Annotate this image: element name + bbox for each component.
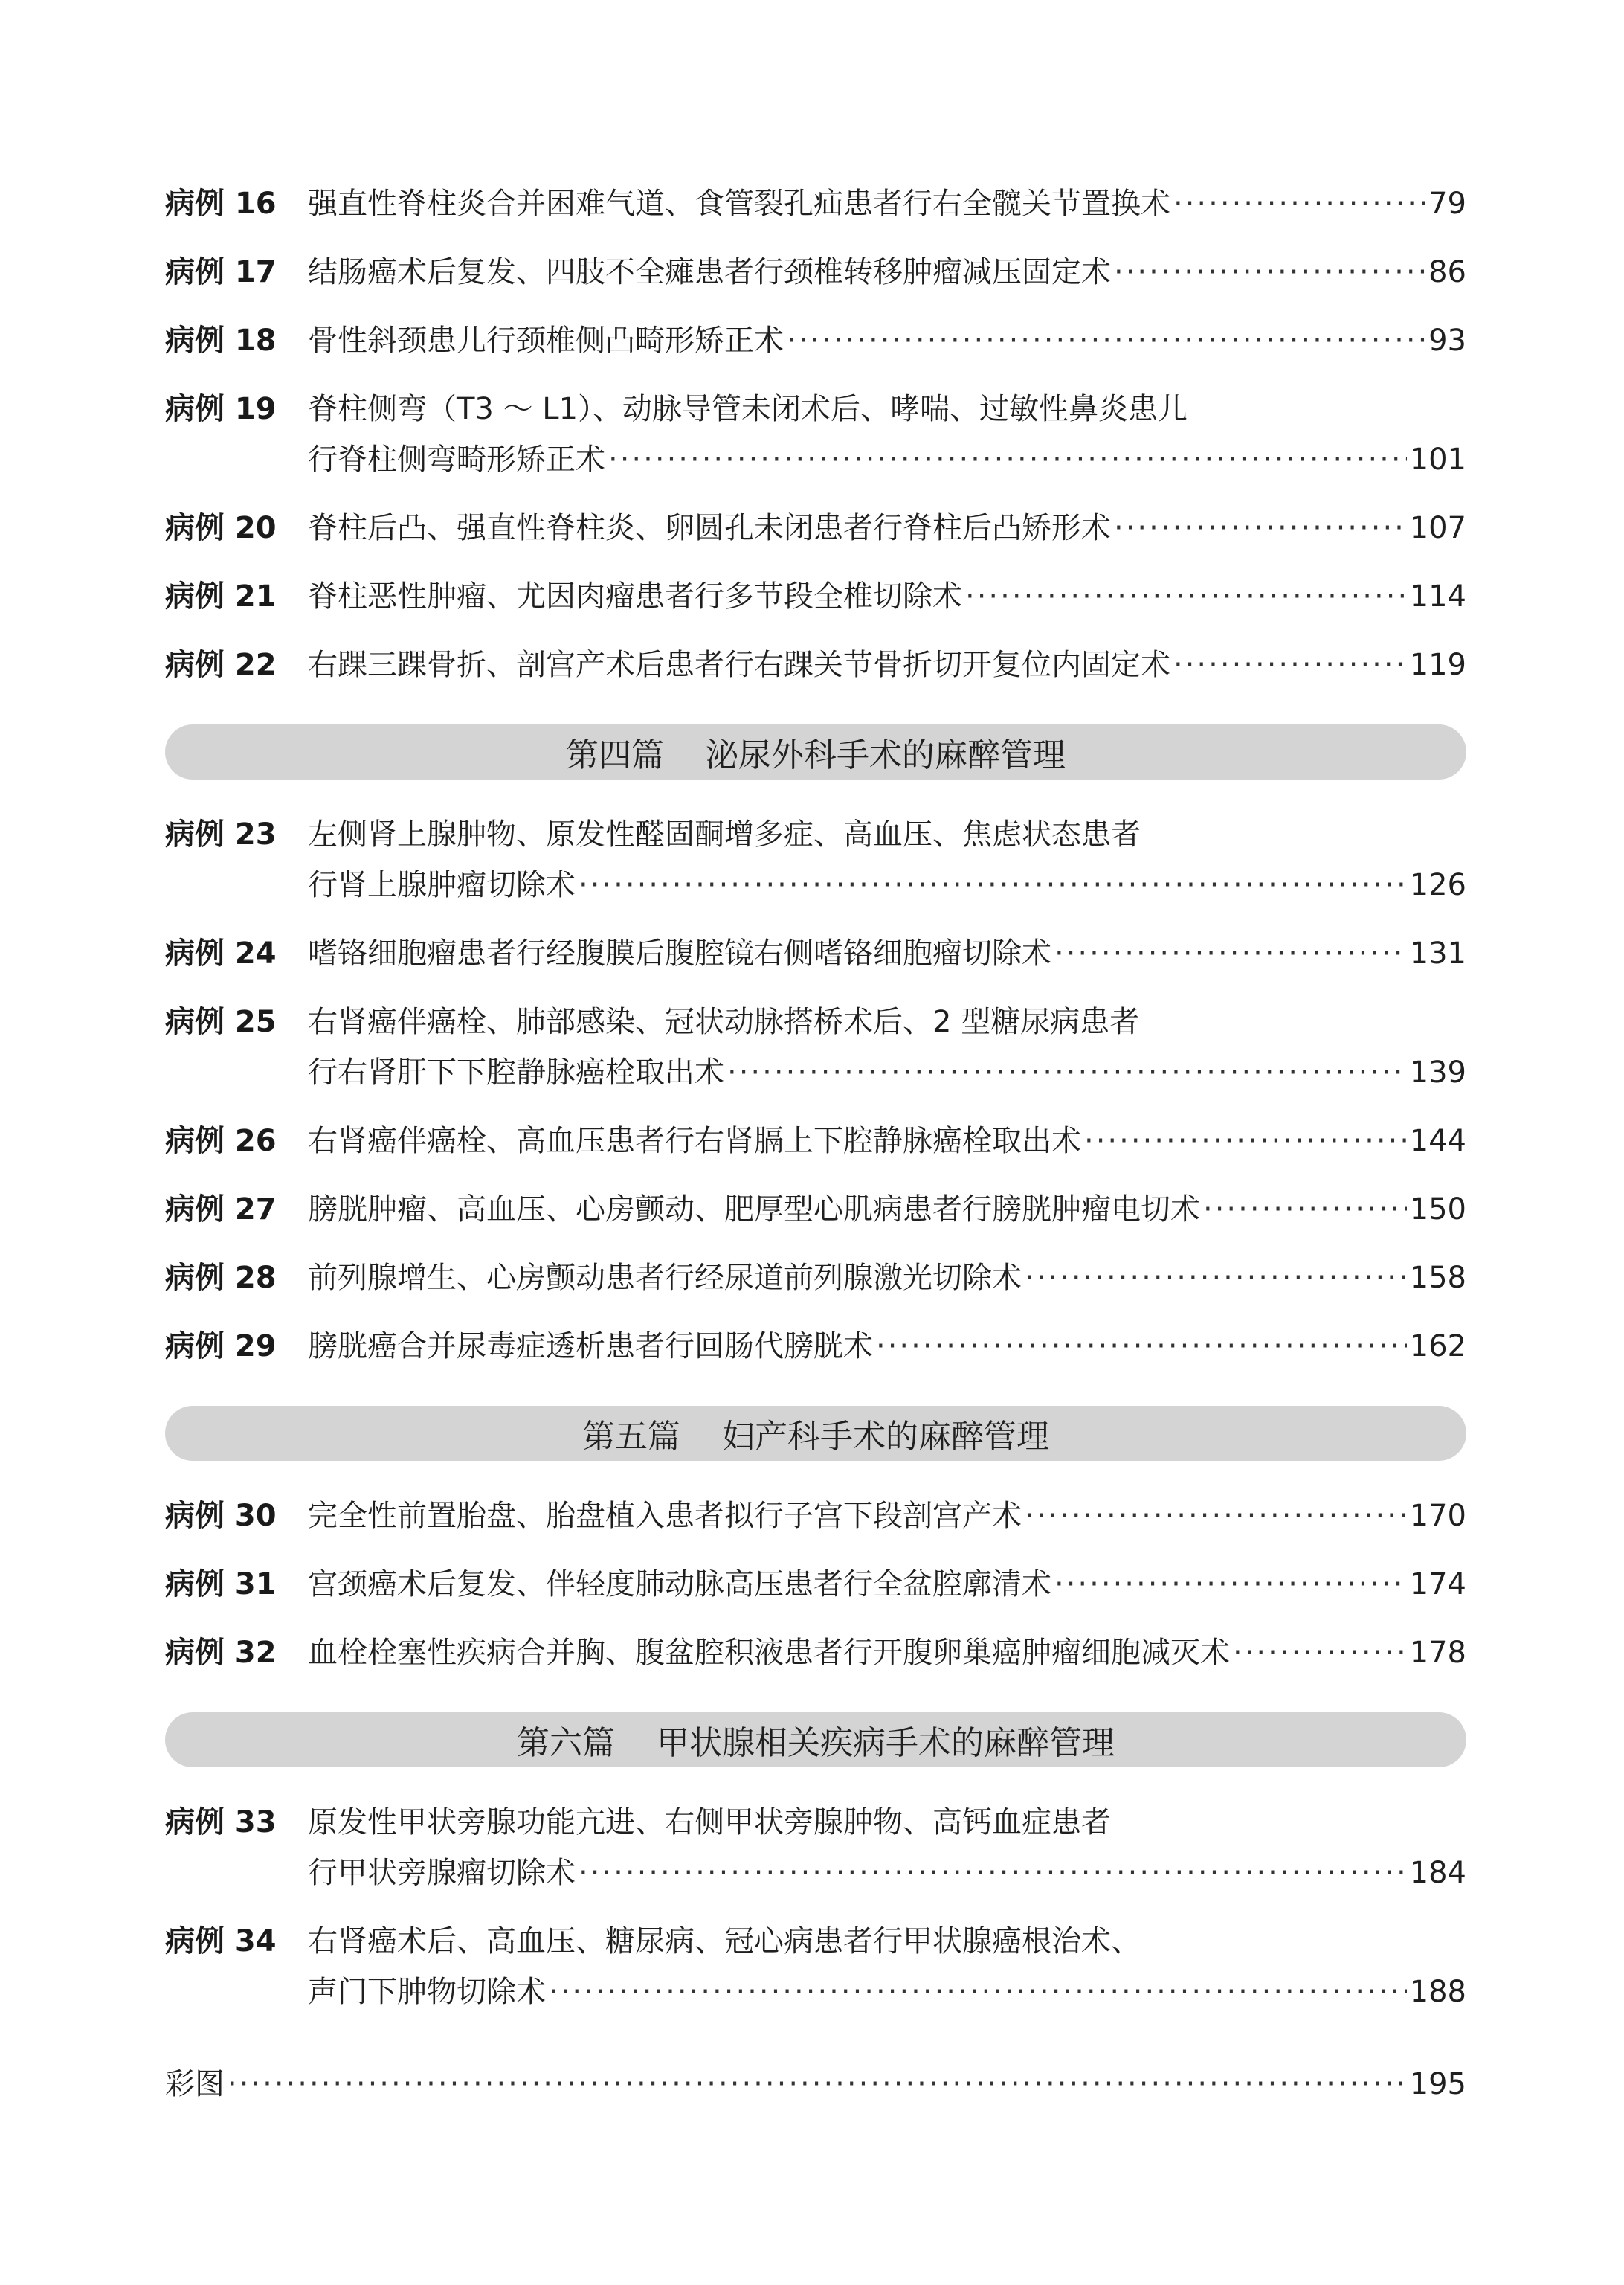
case-label: 病例 21 xyxy=(165,579,277,614)
entry-title: 膀胱肿瘤、高血压、心房颤动、肥厚型心肌病患者行膀胱肿瘤电切术 xyxy=(308,1192,1200,1227)
entry-body xyxy=(308,384,1466,485)
dot-leader xyxy=(1173,640,1407,690)
toc-entry[interactable] xyxy=(165,1184,1466,1235)
case-group xyxy=(165,1491,1466,1678)
entry-leader-row xyxy=(308,1848,1466,1898)
section-heading xyxy=(165,1712,1466,1767)
entry-body xyxy=(308,1627,1466,1678)
case-label: 病例 24 xyxy=(165,936,277,971)
case-label: 病例 19 xyxy=(165,392,277,426)
entry-body xyxy=(308,1559,1466,1610)
case-label: 病例 20 xyxy=(165,511,277,545)
toc-entry[interactable] xyxy=(165,1321,1466,1372)
entry-leader-row xyxy=(308,1253,1466,1303)
entry-leader-row xyxy=(308,247,1466,298)
page-number: 162 xyxy=(1409,1329,1466,1363)
page-number: 86 xyxy=(1428,255,1466,289)
case-label: 病例 17 xyxy=(165,255,277,289)
dot-leader xyxy=(1084,1116,1407,1166)
page-number: 119 xyxy=(1409,648,1466,682)
entry-body xyxy=(308,1916,1466,2017)
toc-entry[interactable] xyxy=(165,1116,1466,1166)
page-number: 184 xyxy=(1409,1856,1466,1890)
page-number: 114 xyxy=(1409,579,1466,614)
toc-entry[interactable] xyxy=(165,384,1466,485)
entry-title: 膀胱癌合并尿毒症透析患者行回肠代膀胱术 xyxy=(308,1329,873,1363)
toc-entry[interactable] xyxy=(165,928,1466,979)
dot-leader xyxy=(579,1848,1407,1898)
entry-title: 行肾上腺肿瘤切除术 xyxy=(308,868,576,902)
case-label: 病例 25 xyxy=(165,1005,277,1039)
entry-leader-row xyxy=(308,1184,1466,1235)
page-number: 144 xyxy=(1409,1124,1466,1158)
toc-entry[interactable] xyxy=(165,1797,1466,1898)
entry-body xyxy=(308,1797,1466,1898)
case-label: 病例 18 xyxy=(165,324,277,358)
page-number: 131 xyxy=(1409,936,1466,971)
entry-title: 右肾癌伴癌栓、高血压患者行右肾膈上下腔静脉癌栓取出术 xyxy=(308,1124,1081,1158)
toc-entry[interactable] xyxy=(165,315,1466,366)
entry-body xyxy=(308,928,1466,979)
case-label: 病例 33 xyxy=(165,1805,277,1839)
dot-leader xyxy=(727,1047,1407,1098)
section-heading xyxy=(165,724,1466,780)
entry-title: 前列腺增生、心房颤动患者行经尿道前列腺激光切除术 xyxy=(308,1261,1022,1295)
page-number: 178 xyxy=(1409,1636,1466,1670)
entry-leader-row xyxy=(308,434,1466,485)
entry-body xyxy=(308,1321,1466,1372)
entry-title: 完全性前置胎盘、胎盘植入患者拟行子宫下段剖宫产术 xyxy=(308,1499,1022,1533)
page-number: 126 xyxy=(1409,868,1466,902)
page-number: 158 xyxy=(1409,1261,1466,1295)
entry-leader-row xyxy=(308,315,1466,366)
page-number: 170 xyxy=(1409,1499,1466,1533)
toc-entry[interactable] xyxy=(165,1916,1466,2017)
entry-title: 声门下肿物切除术 xyxy=(308,1975,546,2009)
case-label: 病例 34 xyxy=(165,1924,277,1958)
toc-entry[interactable] xyxy=(165,640,1466,690)
entry-title: 结肠癌术后复发、四肢不全瘫患者行颈椎转移肿瘤减压固定术 xyxy=(308,255,1111,289)
page-number: 93 xyxy=(1428,324,1466,358)
case-label: 病例 28 xyxy=(165,1261,277,1295)
case-group xyxy=(165,179,1466,690)
case-label: 病例 29 xyxy=(165,1329,277,1363)
dot-leader xyxy=(549,1967,1407,2017)
back-matter-entry[interactable] xyxy=(165,2059,1466,2109)
entry-leader-row xyxy=(308,640,1466,690)
section-title: 妇产科手术的麻醉管理 xyxy=(722,1418,1049,1456)
entry-title: 血栓栓塞性疾病合并胸、腹盆腔积液患者行开腹卵巢癌肿瘤细胞减灭术 xyxy=(308,1636,1230,1670)
case-label: 病例 32 xyxy=(165,1636,277,1670)
entry-leader-row xyxy=(308,1116,1466,1166)
section-part-number: 第五篇 xyxy=(582,1418,680,1456)
dot-leader xyxy=(876,1321,1407,1372)
dot-leader xyxy=(1203,1184,1407,1235)
dot-leader xyxy=(1025,1253,1407,1303)
case-label: 病例 26 xyxy=(165,1124,277,1158)
case-label: 病例 23 xyxy=(165,817,277,852)
entry-title: 行右肾肝下下腔静脉癌栓取出术 xyxy=(308,1055,724,1090)
page-number: 188 xyxy=(1409,1975,1466,2009)
entry-title: 行甲状旁腺瘤切除术 xyxy=(308,1856,576,1890)
entry-title-line1: 脊柱侧弯（T3 ～ L1）、动脉导管未闭术后、哮喘、过敏性鼻炎患儿 xyxy=(308,392,1188,426)
page-number: 195 xyxy=(1409,2067,1466,2101)
page-number: 139 xyxy=(1409,1055,1466,1090)
toc-entry[interactable] xyxy=(165,1627,1466,1678)
section-heading xyxy=(165,1406,1466,1461)
dot-leader xyxy=(1173,179,1425,229)
dot-leader xyxy=(1233,1627,1407,1678)
case-group xyxy=(165,809,1466,1372)
entry-body xyxy=(308,997,1466,1098)
entry-body xyxy=(308,809,1466,910)
entry-leader-row xyxy=(308,571,1466,622)
dot-leader xyxy=(1114,503,1407,553)
entry-title: 强直性脊柱炎合并困难气道、食管裂孔疝患者行右全髋关节置换术 xyxy=(308,187,1170,221)
entry-leader-row xyxy=(308,1559,1466,1610)
section-title: 甲状腺相关疾病手术的麻醉管理 xyxy=(657,1724,1115,1762)
entry-title: 宫颈癌术后复发、伴轻度肺动脉高压患者行全盆腔廓清术 xyxy=(308,1567,1051,1601)
page-number: 150 xyxy=(1409,1192,1466,1227)
entry-leader-row xyxy=(308,928,1466,979)
entry-body xyxy=(308,640,1466,690)
case-group xyxy=(165,1797,1466,2017)
entry-body xyxy=(308,315,1466,366)
toc-entry[interactable] xyxy=(165,1491,1466,1541)
dot-leader xyxy=(579,860,1407,910)
table-of-contents xyxy=(165,179,1466,2109)
entry-leader-row xyxy=(308,1967,1466,2017)
entry-leader-row xyxy=(308,1491,1466,1541)
dot-leader xyxy=(1054,1559,1407,1610)
entry-title-line1: 左侧肾上腺肿物、原发性醛固酮增多症、高血压、焦虑状态患者 xyxy=(308,817,1141,852)
entry-title: 脊柱恶性肿瘤、尤因肉瘤患者行多节段全椎切除术 xyxy=(308,579,962,614)
section-title: 泌尿外科手术的麻醉管理 xyxy=(706,736,1066,774)
entry-body xyxy=(308,179,1466,229)
section-part-number: 第四篇 xyxy=(566,736,664,774)
dot-leader xyxy=(787,315,1425,366)
entry-title: 骨性斜颈患儿行颈椎侧凸畸形矫正术 xyxy=(308,324,784,358)
dot-leader xyxy=(1114,247,1425,298)
toc-entry[interactable] xyxy=(165,1253,1466,1303)
toc-entry[interactable] xyxy=(165,503,1466,553)
entry-leader-row xyxy=(308,1321,1466,1372)
entry-body xyxy=(308,1184,1466,1235)
entry-body xyxy=(308,571,1466,622)
dot-leader xyxy=(965,571,1407,622)
section-part-number: 第六篇 xyxy=(517,1724,615,1762)
case-label: 病例 30 xyxy=(165,1499,277,1533)
entry-title: 嗜铬细胞瘤患者行经腹膜后腹腔镜右侧嗜铬细胞瘤切除术 xyxy=(308,936,1051,971)
entry-title: 右踝三踝骨折、剖宫产术后患者行右踝关节骨折切开复位内固定术 xyxy=(308,648,1170,682)
toc-entry[interactable] xyxy=(165,1559,1466,1610)
entry-body xyxy=(308,247,1466,298)
entry-body xyxy=(308,503,1466,553)
case-label: 病例 31 xyxy=(165,1567,277,1601)
page-number: 107 xyxy=(1409,511,1466,545)
page-number: 79 xyxy=(1428,187,1466,221)
entry-body xyxy=(308,1253,1466,1303)
entry-title-line1: 原发性甲状旁腺功能亢进、右侧甲状旁腺肿物、高钙血症患者 xyxy=(308,1805,1111,1839)
case-label: 病例 22 xyxy=(165,648,277,682)
toc-entry[interactable] xyxy=(165,247,1466,298)
entry-leader-row xyxy=(308,860,1466,910)
entry-leader-row xyxy=(308,1047,1466,1098)
case-label: 病例 27 xyxy=(165,1192,277,1227)
entry-title-line1: 右肾癌术后、高血压、糖尿病、冠心病患者行甲状腺癌根治术、 xyxy=(308,1924,1141,1958)
entry-title: 脊柱后凸、强直性脊柱炎、卵圆孔未闭患者行脊柱后凸矫形术 xyxy=(308,511,1111,545)
toc-entry[interactable] xyxy=(165,809,1466,910)
dot-leader xyxy=(1025,1491,1407,1541)
dot-leader xyxy=(608,434,1407,485)
entry-title: 行脊柱侧弯畸形矫正术 xyxy=(308,443,605,477)
entry-leader-row xyxy=(308,179,1466,229)
entry-title: 彩图 xyxy=(165,2067,225,2101)
page-number: 174 xyxy=(1409,1567,1466,1601)
entry-title-line1: 右肾癌伴癌栓、肺部感染、冠状动脉搭桥术后、2 型糖尿病患者 xyxy=(308,1005,1140,1039)
toc-entry[interactable] xyxy=(165,179,1466,229)
entry-leader-row xyxy=(308,1627,1466,1678)
entry-leader-row xyxy=(308,503,1466,553)
page-number: 101 xyxy=(1409,443,1466,477)
dot-leader xyxy=(228,2059,1407,2109)
dot-leader xyxy=(1054,928,1407,979)
case-label: 病例 16 xyxy=(165,187,277,221)
toc-entry[interactable] xyxy=(165,571,1466,622)
entry-body xyxy=(308,1116,1466,1166)
toc-entry[interactable] xyxy=(165,997,1466,1098)
entry-body xyxy=(308,1491,1466,1541)
